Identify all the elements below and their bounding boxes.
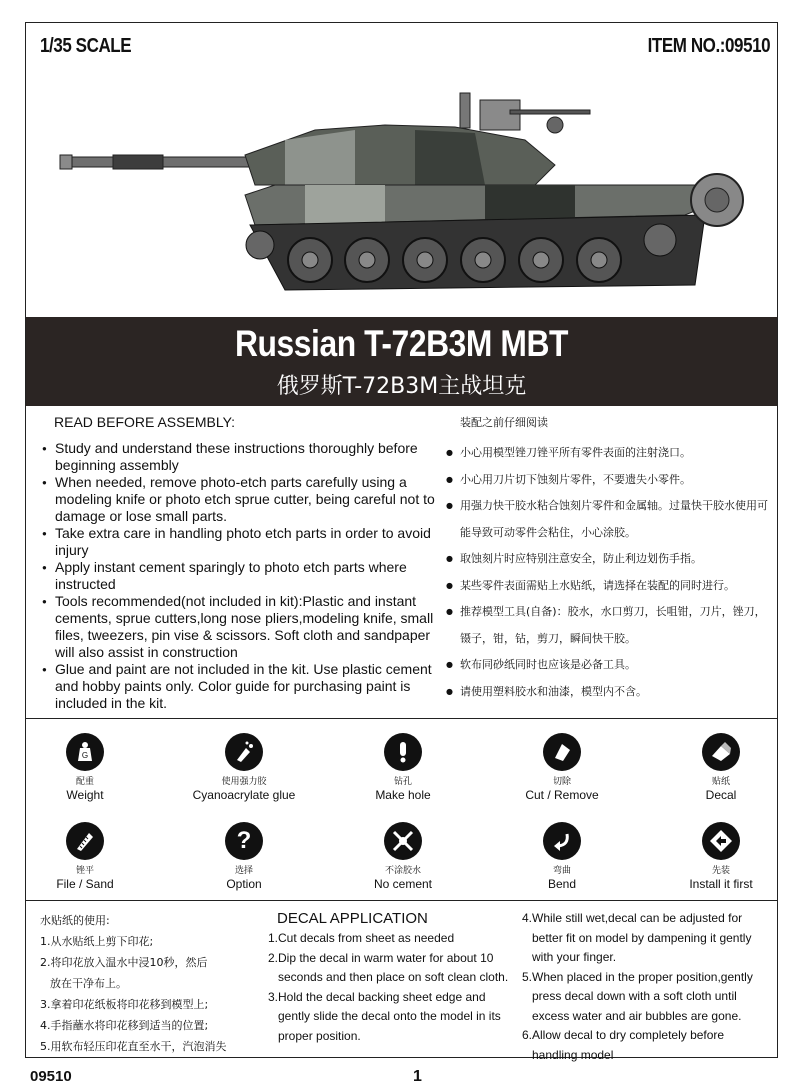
instruction-item-cn: ● 取蚀刻片时应特别注意安全，防止利边划伤手指。 (445, 546, 775, 573)
decal-step: 4.While still wet,decal can be adjusted for (522, 911, 743, 925)
legend-label-en: Cut / Remove (525, 788, 599, 802)
decal-step: excess water and air bubbles are gone. (532, 1008, 742, 1023)
legend-label-cn: 贴纸 (711, 777, 730, 787)
instruction-item-cn: ● 小心用刀片切下蚀刻片零件，不要遗失小零件。 (445, 467, 775, 494)
title-banner (26, 317, 777, 406)
legend-label-en: Weight (66, 788, 104, 802)
legend-label-en: Decal (705, 788, 737, 802)
legend-label-cn: 使用强力胶 (221, 777, 267, 787)
instructions-chinese (445, 414, 775, 705)
decal-step: with your finger. (532, 950, 617, 964)
decal-step: handling model (532, 1047, 614, 1062)
legend-label-en: Option (226, 877, 262, 891)
decal-step: 2.Dip the decal in warm water for about 10 (268, 950, 494, 965)
decal-step-cn: 1.从水贴纸上剪下印花; (40, 935, 154, 948)
decal-step-cn: 4.手指蘸水将印花移到适当的位置; (40, 1019, 209, 1032)
legend-drill (338, 733, 468, 802)
legend-label-cn: 不涂胶水 (384, 866, 421, 876)
legend-install-first (656, 822, 786, 891)
decal-step: proper position. (278, 1028, 361, 1043)
decal-step: press decal down with a soft cloth until (532, 989, 737, 1003)
instruction-item-cn: ● 请使用塑料胶水和油漆，模型内不含。 (445, 679, 775, 706)
instructions-heading-cn: 装配之前仔细阅读 (460, 416, 548, 429)
instruction-item-cn: ● 某些零件表面需贴上水贴纸，请选择在装配的同时进行。 (445, 573, 775, 600)
item-number: ITEM NO.:09510 (647, 35, 770, 57)
legend-label-cn: 弯曲 (552, 866, 571, 876)
drill-icon (384, 733, 422, 771)
legend-label-cn: 切除 (552, 777, 571, 787)
decal-step-cn: 5.用软布轻压印花直至水干，汽泡消失 (40, 1040, 227, 1053)
decal-step: better fit on model by dampening it gently (532, 930, 752, 945)
tank-illustration (55, 85, 745, 300)
legend-cut (497, 733, 627, 802)
instruction-item: ● Apply instant cement sparingly to photo etch parts where instructed (42, 559, 442, 593)
title-english: Russian T-72B3M MBT (234, 323, 569, 364)
legend-bend (497, 822, 627, 891)
legend-label-cn: 选择 (234, 866, 253, 876)
instruction-item-cn: ● 推荐模型工具(自备)：胶水，水口剪刀，长咀钳，刀片，锉刀，镊子，钳，钻，剪刀，瞬间快干胶。 (445, 599, 775, 652)
question-icon: ? (225, 822, 263, 860)
decal-step-cn: 2.将印花放入温水中浸10秒，然后 (40, 956, 208, 969)
legend-file (20, 822, 150, 891)
decal-step-cn: 放在干净布上。 (50, 977, 127, 990)
legend-label-en: File / Sand (56, 877, 114, 891)
instruction-item-cn: ● 用强力快干胶水粘合蚀刻片零件和金属轴。过量快干胶水使用可能导致可动零件会粘住，小心涂胶。 (445, 493, 775, 546)
legend-decal (656, 733, 786, 802)
scale-label: 1/35 SCALE (40, 35, 132, 57)
legend-weight (20, 733, 150, 802)
decal-step: seconds and then place on soft clean cloth. (278, 970, 509, 984)
legend-option (179, 822, 309, 891)
decal-step: gently slide the decal onto the model in its (278, 1009, 501, 1023)
install-first-icon (702, 822, 740, 860)
instruction-item-cn: ● 小心用模型锉刀锉平所有零件表面的注射浇口。 (445, 440, 775, 467)
no-cement-icon (384, 822, 422, 860)
footer-item-code: 09510 (30, 1068, 72, 1085)
decal-instructions-english-cont (522, 909, 772, 1065)
instruction-item: ● Take extra care in handling photo etch parts in order to avoid injury (42, 525, 442, 559)
legend-label-en: Install it first (689, 877, 753, 891)
legend-no-cement (338, 822, 468, 891)
decal-instructions-chinese (40, 910, 255, 1057)
legend-label-en: No cement (373, 877, 433, 891)
decal-step-cn: 3.拿着印花纸板将印花移到模型上; (40, 998, 209, 1011)
title-chinese: 俄罗斯T-72B3M主战坦克 (276, 374, 527, 399)
instruction-item: ● When needed, remove photo-etch parts carefully using a modeling knife or photo etch sprue cutter, being careful not to damage or lose small parts. (42, 474, 442, 525)
instruction-item: ● Glue and paint are not included in the kit. Use plastic cement and hobby paints only. Color guide for purchasing paint is included in the kit. (42, 661, 442, 712)
legend-label-en: Bend (547, 877, 577, 891)
divider (26, 718, 777, 719)
page-number: 1 (413, 1068, 422, 1085)
weight-icon (66, 733, 104, 771)
legend-glue (179, 733, 309, 802)
instruction-item: ● Tools recommended(not included in kit):Plastic and instant cements, sprue cutters,long nose pliers,modeling knife, small files, tweezers, pin vise & scissors. Soft cloth and sandpaper will also assist in construction (42, 593, 442, 661)
decal-icon (702, 733, 740, 771)
cut-icon (543, 733, 581, 771)
instruction-item-cn: ● 软布同砂纸同时也应该是必备工具。 (445, 652, 775, 679)
svg-text:G: G (81, 751, 89, 760)
instruction-item: ● Study and understand these instructions thoroughly before beginning assembly (42, 440, 442, 474)
file-icon (66, 822, 104, 860)
glue-icon (225, 733, 263, 771)
decal-title-cn: 水贴纸的使用: (40, 914, 110, 927)
decal-step: 3.Hold the decal backing sheet edge and (268, 989, 486, 1004)
bend-icon (543, 822, 581, 860)
legend-label-cn: 先装 (711, 866, 730, 876)
decal-step: 6.Allow decal to dry completely before (522, 1028, 725, 1042)
decal-step: 1.Cut decals from sheet as needed (268, 931, 455, 945)
instructions-english (42, 414, 442, 712)
instructions-heading: READ BEFORE ASSEMBLY: (54, 414, 236, 430)
decal-title: DECAL APPLICATION (277, 910, 428, 927)
decal-instructions-english (268, 910, 518, 1046)
decal-step: 5.When placed in the proper position,gently (522, 969, 753, 984)
legend-label-en: Cyanoacrylate glue (192, 788, 296, 802)
legend-label-cn: 钻孔 (393, 777, 412, 787)
divider (26, 900, 777, 901)
legend-label-cn: 配重 (75, 777, 94, 787)
legend-label-en: Make hole (375, 788, 431, 802)
legend-label-cn: 锉平 (75, 866, 94, 876)
